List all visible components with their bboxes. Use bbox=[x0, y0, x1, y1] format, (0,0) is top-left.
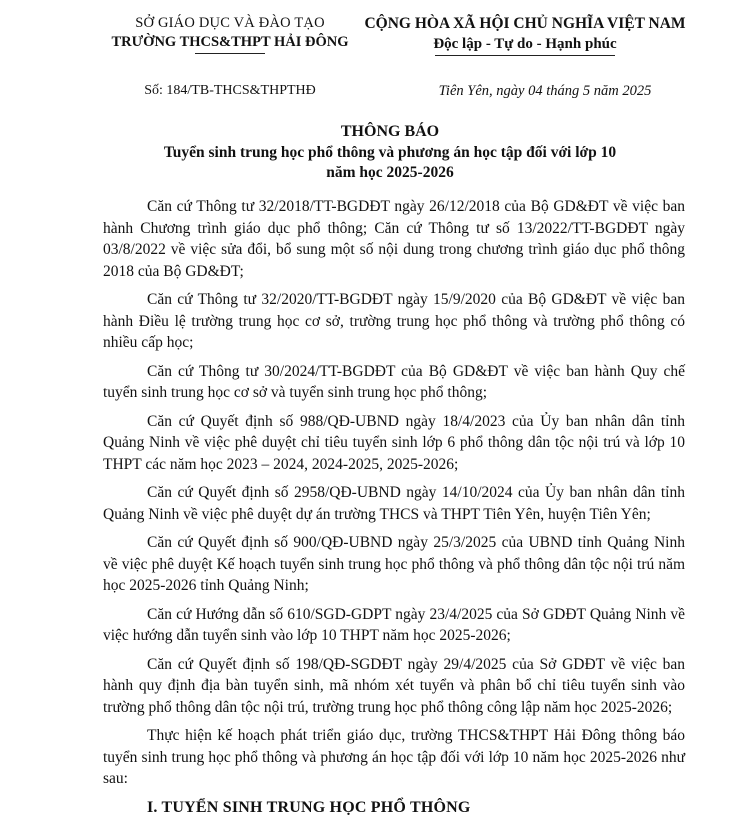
org-underline bbox=[195, 53, 265, 54]
org-line-1: SỞ GIÁO DỤC VÀ ĐÀO TẠO bbox=[135, 15, 325, 31]
document-header bbox=[0, 14, 740, 99]
paragraph: Căn cứ Thông tư 30/2024/TT-BGDĐT của Bộ GD&ĐT về việc ban hành Quy chế tuyển sinh trung học cơ sở và tuyển sinh trung học phổ thông; bbox=[103, 362, 685, 401]
paragraph: Căn cứ Hướng dẫn số 610/SGD-GDPT ngày 23/4/2025 của Sở GDĐT Quảng Ninh về việc hướng dẫn tuyển sinh vào lớp 10 THPT năm học 2025-2026; bbox=[103, 605, 685, 644]
issuing-organization bbox=[90, 14, 370, 54]
nation-title: CỘNG HÒA XÃ HỘI CHỦ NGHĨA VIỆT NAM bbox=[364, 15, 686, 32]
section-heading: I. TUYỂN SINH TRUNG HỌC PHỔ THÔNG bbox=[147, 798, 471, 816]
motto: Độc lập - Tự do - Hạnh phúc bbox=[433, 36, 617, 52]
document-number: Số: 184/TB-THCS&THPTHĐ bbox=[144, 83, 316, 98]
paragraph: Căn cứ Quyết định số 198/QĐ-SGDĐT ngày 29/4/2025 của Sở GDĐT về việc ban hành quy định địa bàn tuyển sinh, mã nhóm xét tuyển và phân bổ chỉ tiêu tuyển sinh vào trường phổ thông dân tộc nội trú, trường trung học phổ thông công lập năm học 2025-2026; bbox=[103, 655, 685, 716]
paragraph: Căn cứ Thông tư 32/2018/TT-BGDĐT ngày 26/12/2018 của Bộ GD&ĐT về việc ban hành Chương trình giáo dục phổ thông; Căn cứ Thông tư số 13/2022/TT-BGDĐT ngày 03/8/2022 về việc sửa đổi, bổ sung một số nội dung trong chương trình giáo dục phổ thông 2018 của Bộ GD&ĐT; bbox=[103, 198, 685, 280]
paragraph: Căn cứ Quyết định số 988/QĐ-UBND ngày 18/4/2023 của Ủy ban nhân dân tỉnh Quảng Ninh về việc phê duyệt chỉ tiêu tuyển sinh lớp 6 phổ thông dân tộc nội trú và lớp 10 THPT các năm học 2023 – 2024, 2024-2025, 2025-2026; bbox=[103, 412, 685, 473]
document-title-block bbox=[90, 121, 690, 183]
national-motto bbox=[350, 14, 700, 56]
document-subtitle-line-2: năm học 2025-2026 bbox=[326, 164, 454, 181]
document-title: THÔNG BÁO bbox=[340, 123, 440, 140]
motto-underline bbox=[435, 55, 615, 56]
paragraph: Thực hiện kế hoạch phát triển giáo dục, trường THCS&THPT Hải Đông thông báo tuyển sinh trung học phổ thông và phương án học tập đối với lớp 10 năm học 2025-2026 như sau: bbox=[103, 727, 685, 787]
paragraph: Căn cứ Quyết định số 2958/QĐ-UBND ngày 14/10/2024 của Ủy ban nhân dân tỉnh Quảng Ninh về việc phê duyệt dự án trường THCS và THPT Tiên Yên, huyện Tiên Yên; bbox=[103, 484, 685, 523]
paragraph: Căn cứ Thông tư 32/2020/TT-BGDĐT ngày 15/9/2020 của Bộ GD&ĐT về việc ban hành Điều lệ trường trung học cơ sở, trường trung học phổ thông và trường phổ thông có nhiều cấp học; bbox=[103, 291, 685, 351]
org-line-2: TRƯỜNG THCS&THPT HẢI ĐÔNG bbox=[111, 34, 349, 50]
document-date: Tiên Yên, ngày 04 tháng 5 năm 2025 bbox=[438, 83, 652, 99]
document-subtitle-line-1: Tuyển sinh trung học phổ thông và phương án học tập đối với lớp 10 bbox=[163, 144, 617, 161]
paragraph: Căn cứ Quyết định số 900/QĐ-UBND ngày 25/3/2025 của UBND tỉnh Quảng Ninh về việc phê duyệt Kế hoạch tuyển sinh trung học phổ thông và phổ thông dân tộc nội trú năm học 2025-2026 tỉnh Quảng Ninh; bbox=[103, 534, 685, 594]
document-body bbox=[103, 196, 685, 818]
